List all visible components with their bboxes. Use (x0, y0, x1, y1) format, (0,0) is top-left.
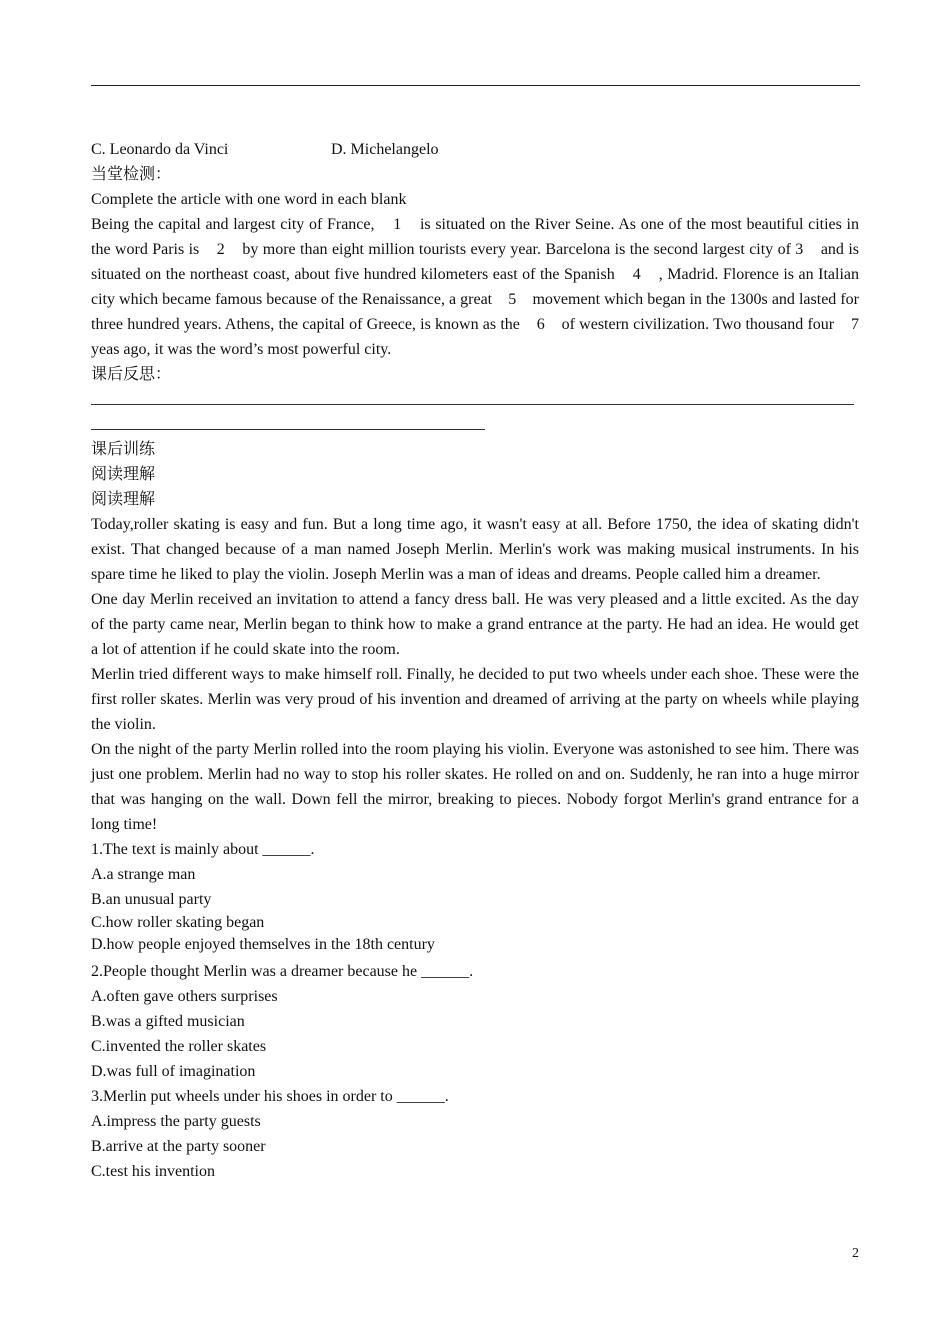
cloze-passage: Being the capital and largest city of France, 1 is situated on the River Seine. As one of the most beautiful cities in the word Paris is 2 by more than eight million tourists every year. Barcelona is the second largest city of 3 and is situated on the northeast coast, about five hundred kilometers east of the Spanish 4 , Madrid. Florence is an Italian city which became famous because of the Renaissance, a great 5 movement which began in the 1300s and lasted for three hundred years. Athens, the capital of Greece, is known as the 6 of western civilization. Two thousand four 7 yeas ago, it was the word’s most powerful city. (91, 216, 875, 358)
page-number: 2 (852, 1246, 859, 1261)
in-class-check-heading: 当堂检测： (91, 166, 172, 183)
question-option: A.a strange man (91, 866, 196, 883)
passage-paragraph-2: One day Merlin received an invitation to attend a fancy dress ball. He was very pleased and a little excited. As the day of the party came near, Merlin began to think how to make a grand entrance at the party. He had an idea. He would get a lot of attention if he could skate into the room. (91, 591, 859, 658)
cloze-instruction: Complete the article with one word in each blank (91, 191, 407, 208)
reflection-answer-line-2 (91, 412, 485, 430)
option-c: C. Leonardo da Vinci (91, 141, 229, 158)
page-content (91, 137, 875, 1184)
passage-paragraph-1: Today,roller skating is easy and fun. But a long time ago, it wasn't easy at all. Before 1750, the idea of skating didn't exist. That changed because of a man named Joseph Merlin. Merlin's work was making musical instruments. In his spare time he liked to play the violin. Joseph Merlin was a man of ideas and dreams. People called him a dreamer. (91, 516, 859, 583)
reading-heading-1: 阅读理解 (91, 466, 156, 483)
question-option: B.an unusual party (91, 891, 212, 908)
passage-paragraph-3: Merlin tried different ways to make himself roll. Finally, he decided to put two wheels under each shoe. These were the first roller skates. Merlin was very proud of his invention and dreamed of arriving at the party on wheels while playing the violin. (91, 666, 859, 733)
question-option: B.arrive at the party sooner (91, 1138, 266, 1155)
reflection-answer-line-1 (91, 387, 854, 405)
question-option: A.impress the party guests (91, 1113, 261, 1130)
question-stem: 1.The text is mainly about ______. (91, 841, 315, 858)
question-option: B.was a gifted musician (91, 1013, 245, 1030)
reflection-heading: 课后反思： (91, 366, 172, 383)
reading-heading-2: 阅读理解 (91, 491, 156, 508)
after-class-training-heading: 课后训练 (91, 441, 156, 458)
question-stem: 3.Merlin put wheels under his shoes in order to ______. (91, 1088, 449, 1105)
question-1 (91, 837, 859, 956)
question-2 (91, 959, 859, 1084)
question-option: C.test his invention (91, 1163, 215, 1180)
question-option: D.was full of imagination (91, 1063, 256, 1080)
question-option: D.how people enjoyed themselves in the 18th century (91, 936, 435, 953)
previous-question-options (91, 137, 859, 162)
question-option: C.invented the roller skates (91, 1038, 267, 1055)
question-option: C.how roller skating began (91, 914, 265, 931)
option-d: D. Michelangelo (331, 141, 439, 158)
header-rule (91, 85, 860, 86)
question-3 (91, 1084, 859, 1184)
passage-paragraph-4: On the night of the party Merlin rolled into the room playing his violin. Everyone was astonished to see him. There was just one problem. Merlin had no way to stop his roller skates. He rolled on and on. Suddenly, he ran into a huge mirror that was hanging on the wall. Down fell the mirror, breaking to pieces. Nobody forgot Merlin's grand entrance for a long time! (91, 741, 859, 833)
question-option: A.often gave others surprises (91, 988, 278, 1005)
question-stem: 2.People thought Merlin was a dreamer because he ______. (91, 963, 474, 980)
